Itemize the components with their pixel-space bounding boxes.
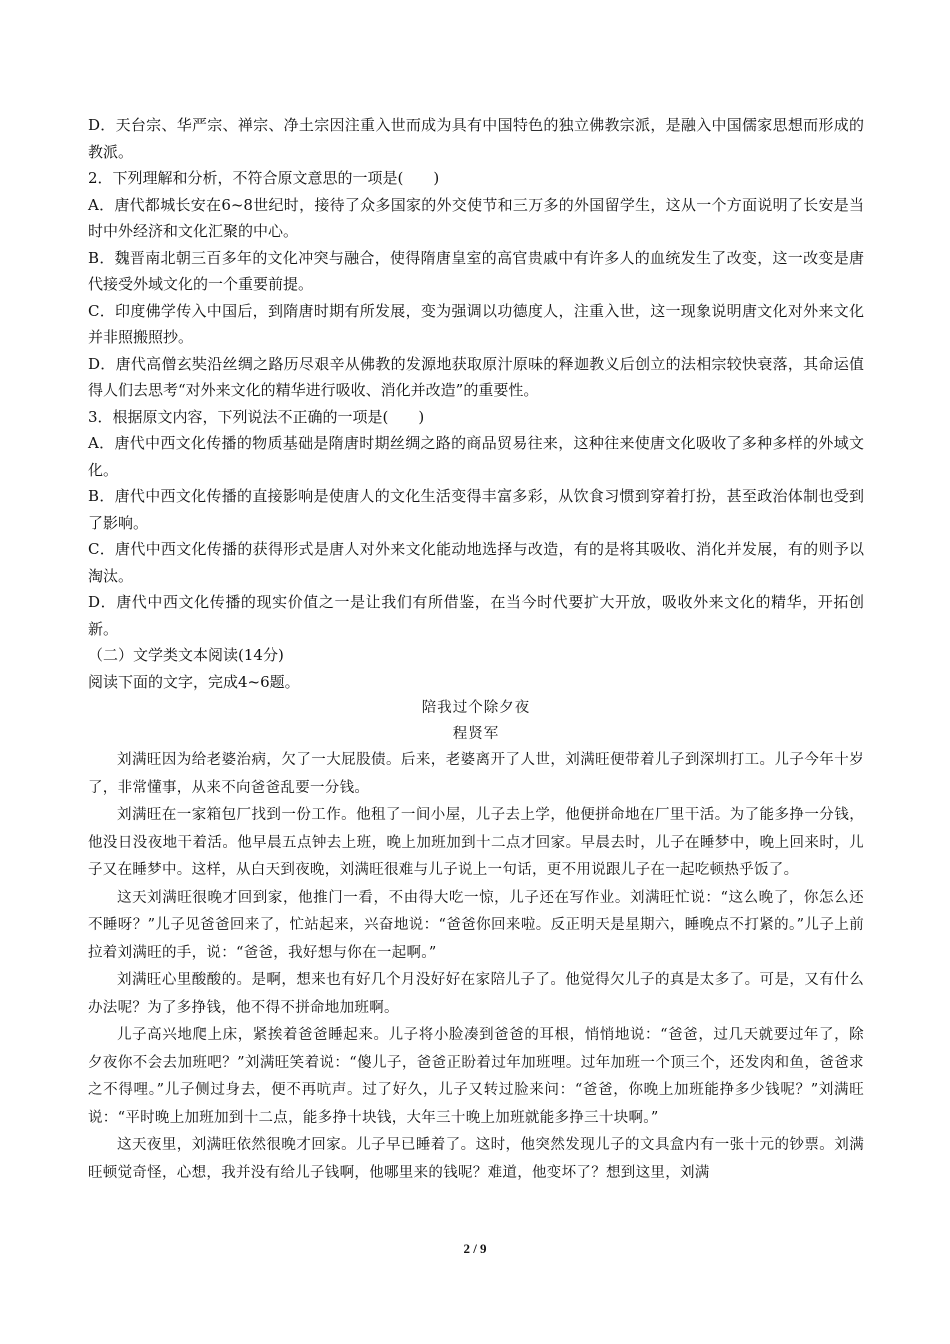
q1-option-d: D．天台宗、华严宗、禅宗、净土宗因注重入世而成为具有中国特色的独立佛教宗派，是融入中国儒家思想而形成的教派。 [88,116,864,161]
q2-option-b: B．魏晋南北朝三百多年的文化冲突与融合，使得隋唐皇室的高官贵戚中有许多人的血统发生了改变，这一改变是唐代接受外域文化的一个重要前提。 [88,248,864,293]
q3-stem: 3．根据原文内容，下列说法不正确的一项是( ) [88,407,425,426]
q3-option-d: D．唐代中西文化传播的现实价值之一是让我们有所借鉴，在当今时代要扩大开放，吸收外来文化的精华，开拓创新。 [88,593,864,638]
question-2 [88,165,864,404]
story-title: 陪我过个除夕夜 [421,700,531,716]
story-author: 程贤军 [452,726,500,742]
story [88,695,864,1187]
story-paragraph: 刘满旺因为给老婆治病，欠了一大屁股债。后来，老婆离开了人世，刘满旺便带着儿子到深圳打工。儿子今年十岁了，非常懂事，从来不向爸爸乱要一分钱。 [88,752,864,796]
story-paragraph: 这天刘满旺很晚才回到家，他推门一看，不由得大吃一惊，儿子还在写作业。刘满旺忙说：“这么晚了，你怎么还不睡呀？”儿子见爸爸回来了，忙站起来，兴奋地说：“爸爸你回来啦。反正明天是星期六，睡晚点不打紧的。”儿子上前拉着刘满旺的手，说：“爸爸，我好想与你在一起啊。” [88,889,864,961]
q2-option-a: A．唐代都城长安在6~8世纪时，接待了众多国家的外交使节和三万多的外国留学生，这从一个方面说明了长安是当时中外经济和文化汇聚的中心。 [88,195,864,240]
q3-option-b: B．唐代中西文化传播的直接影响是使唐人的文化生活变得丰富多彩，从饮食习惯到穿着打扮，甚至政治体制也受到了影响。 [88,487,864,532]
section-intro: 阅读下面的文字，完成4~6题。 [88,672,300,691]
section-heading: （二）文学类文本阅读(14分) [88,646,284,664]
exam-page-content [88,112,864,1187]
q2-option-d: D．唐代高僧玄奘沿丝绸之路历尽艰辛从佛教的发源地获取原汁原味的释迦教义后创立的法相宗较快衰落，其命运值得人们去思考“对外来文化的精华进行吸收、消化并改造”的重要性。 [88,354,864,399]
q3-option-a: A．唐代中西文化传播的物质基础是隋唐时期丝绸之路的商品贸易往来，这种往来使唐文化吸收了多种多样的外域文化。 [88,434,864,479]
q2-option-c: C．印度佛学传入中国后，到隋唐时期有所发展，变为强调以功德度人，注重入世，这一现象说明唐文化对外来文化并非照搬照抄。 [88,301,864,346]
story-paragraph: 这天夜里，刘满旺依然很晚才回家。儿子早已睡着了。这时，他突然发现儿子的文具盒内有一张十元的钞票。刘满旺顿觉奇怪，心想，我并没有给儿子钱啊，他哪里来的钱呢？难道，他变坏了？想到这里，刘满 [88,1137,864,1181]
q2-stem: 2．下列理解和分析，不符合原文意思的一项是( ) [88,169,440,187]
q3-option-c: C．唐代中西文化传播的获得形式是唐人对外来文化能动地选择与改造，有的是将其吸收、消化并发展，有的则予以淘汰。 [88,540,864,585]
question-3 [88,404,864,643]
story-paragraph: 儿子高兴地爬上床，紧挨着爸爸睡起来。儿子将小脸凑到爸爸的耳根，悄悄地说：“爸爸，过几天就要过年了，除夕夜你不会去加班吧？”刘满旺笑着说：“傻儿子，爸爸正盼着过年加班哩。过年加班一个顶三个，还发肉和鱼，爸爸求之不得哩。”儿子侧过身去，便不再吭声。过了好久，儿子又转过脸来问：“爸爸，你晚上加班能挣多少钱呢？”刘满旺说：“平时晚上加班加到十二点，能多挣十块钱，大年三十晚上加班就能多挣三十块啊。” [88,1027,864,1126]
story-paragraph: 刘满旺在一家箱包厂找到一份工作。他租了一间小屋，儿子去上学，他便拼命地在厂里干活。为了能多挣一分钱，他没日没夜地干着活。他早晨五点钟去上班，晚上加班加到十二点才回家。早晨去时，儿子在睡梦中，晚上回来时，儿子又在睡梦中。这样，从白天到夜晚，刘满旺很难与儿子说上一句话，更不用说跟儿子在一起吃顿热乎饭了。 [88,807,864,878]
page-number: 2 / 9 [463,1241,487,1256]
story-paragraph: 刘满旺心里酸酸的。是啊，想来也有好几个月没好好在家陪儿子了。他觉得欠儿子的真是太多了。可是，又有什么办法呢？为了多挣钱，他不得不拼命地加班啊。 [88,972,864,1016]
